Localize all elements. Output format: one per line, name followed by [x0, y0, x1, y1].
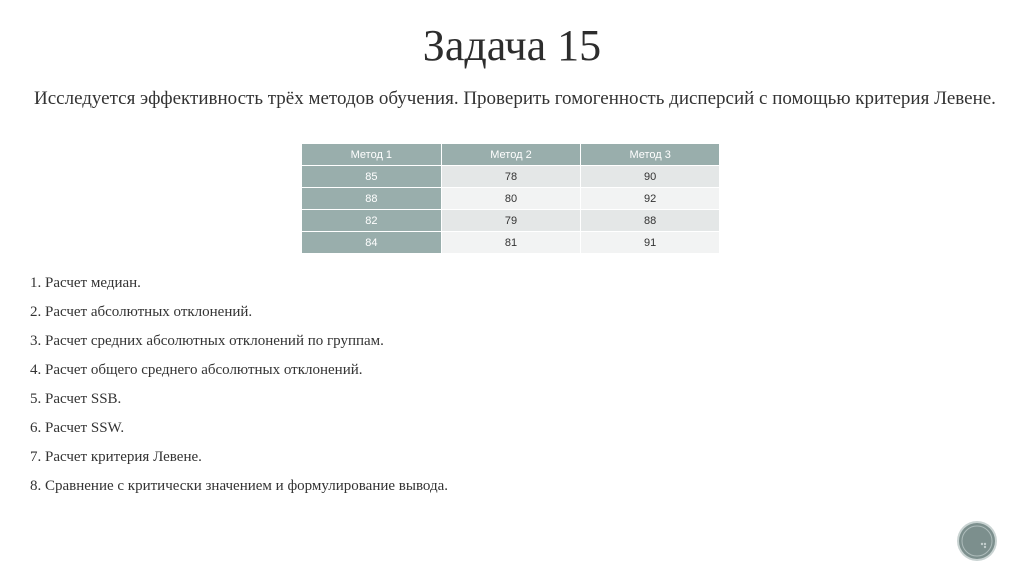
steps-list [30, 273, 448, 505]
table-cell: 81 [441, 232, 581, 254]
task-description: Исследуется эффективность трёх методов обучения. Проверить гомогенность дисперсий с помощью критерия Левене. [34, 88, 996, 109]
table-row [302, 188, 720, 210]
list-item: 3. Расчет средних абсолютных отклонений по группам. [30, 333, 384, 349]
table-cell: 90 [581, 166, 720, 188]
list-item: 2. Расчет абсолютных отклонений. [30, 304, 253, 320]
header-method-1: Метод 1 [302, 144, 442, 166]
table-row [302, 210, 720, 232]
table-cell: 92 [581, 188, 720, 210]
list-item: 7. Расчет критерия Левене. [30, 449, 202, 465]
table-header-row [302, 144, 720, 166]
table-row [302, 232, 720, 254]
table-row [302, 166, 720, 188]
table-cell: 78 [441, 166, 581, 188]
list-item: 1. Расчет медиан. [30, 275, 141, 291]
list-item: 5. Расчет SSB. [30, 391, 122, 407]
header-method-3: Метод 3 [581, 144, 720, 166]
table-cell: 91 [581, 232, 720, 254]
header-method-2: Метод 2 [441, 144, 581, 166]
table-cell: 85 [302, 166, 442, 188]
list-item: 4. Расчет общего среднего абсолютных отклонений. [30, 362, 363, 378]
table-cell: 79 [441, 210, 581, 232]
table-cell: 88 [581, 210, 720, 232]
list-item: 8. Сравнение с критически значением и формулирование вывода. [30, 478, 449, 494]
list-item: 6. Расчет SSW. [30, 420, 125, 436]
table-cell: 84 [302, 232, 442, 254]
methods-table [301, 143, 720, 254]
table-cell: 88 [302, 188, 442, 210]
slide-title: Задача 15 [422, 21, 602, 70]
slide-nav-icon[interactable] [959, 523, 995, 559]
table-cell: 80 [441, 188, 581, 210]
table-cell: 82 [302, 210, 442, 232]
